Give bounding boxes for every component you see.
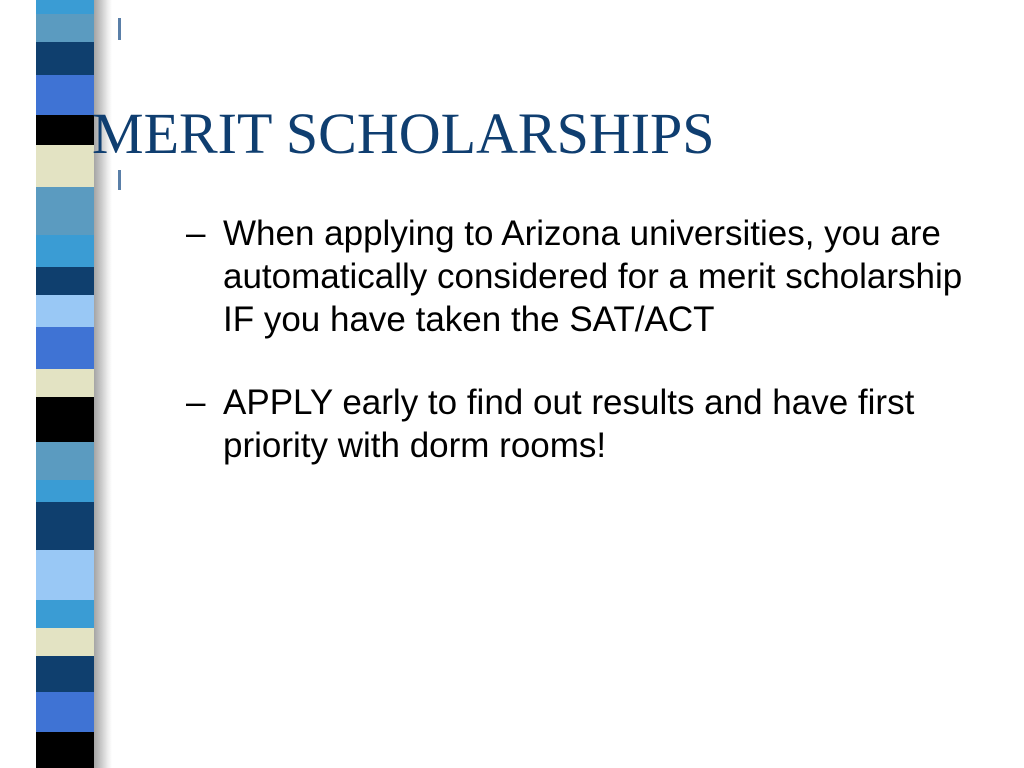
stripe-block xyxy=(36,600,94,628)
stripe-block xyxy=(36,692,94,732)
decorative-stripe xyxy=(36,0,94,768)
stripe-block xyxy=(36,187,94,235)
stripe-block xyxy=(36,115,94,145)
stripe-block xyxy=(36,397,94,442)
bullet-item xyxy=(186,381,966,467)
title-accent-tick xyxy=(118,18,121,40)
bullet-dash: – xyxy=(186,383,206,422)
stripe-block xyxy=(36,75,94,115)
stripe-block xyxy=(36,369,94,397)
stripe-block xyxy=(36,327,94,369)
slide-title: MERIT SCHOLARSHIPS xyxy=(92,101,715,166)
stripe-block xyxy=(36,480,94,502)
title-accent-tick xyxy=(118,170,121,190)
stripe-block xyxy=(36,235,94,267)
stripe-block xyxy=(36,42,94,75)
bullet-item xyxy=(186,212,966,341)
stripe-block xyxy=(36,656,94,692)
stripe-block xyxy=(36,442,94,480)
stripe-block xyxy=(36,0,94,14)
stripe-block xyxy=(36,732,94,768)
bullet-text: When applying to Arizona universities, you are automatically considered for a merit scholarship IF you have taken the SAT/ACT xyxy=(223,214,963,339)
bullet-text: APPLY early to find out results and have first priority with dorm rooms! xyxy=(223,383,915,465)
stripe-block xyxy=(36,550,94,600)
bullet-list xyxy=(186,212,966,507)
stripe-block xyxy=(36,502,94,550)
stripe-block xyxy=(36,628,94,656)
stripe-block xyxy=(36,14,94,42)
stripe-block xyxy=(36,267,94,295)
stripe-block xyxy=(36,145,94,187)
stripe-block xyxy=(36,295,94,327)
bullet-dash: – xyxy=(186,214,206,253)
